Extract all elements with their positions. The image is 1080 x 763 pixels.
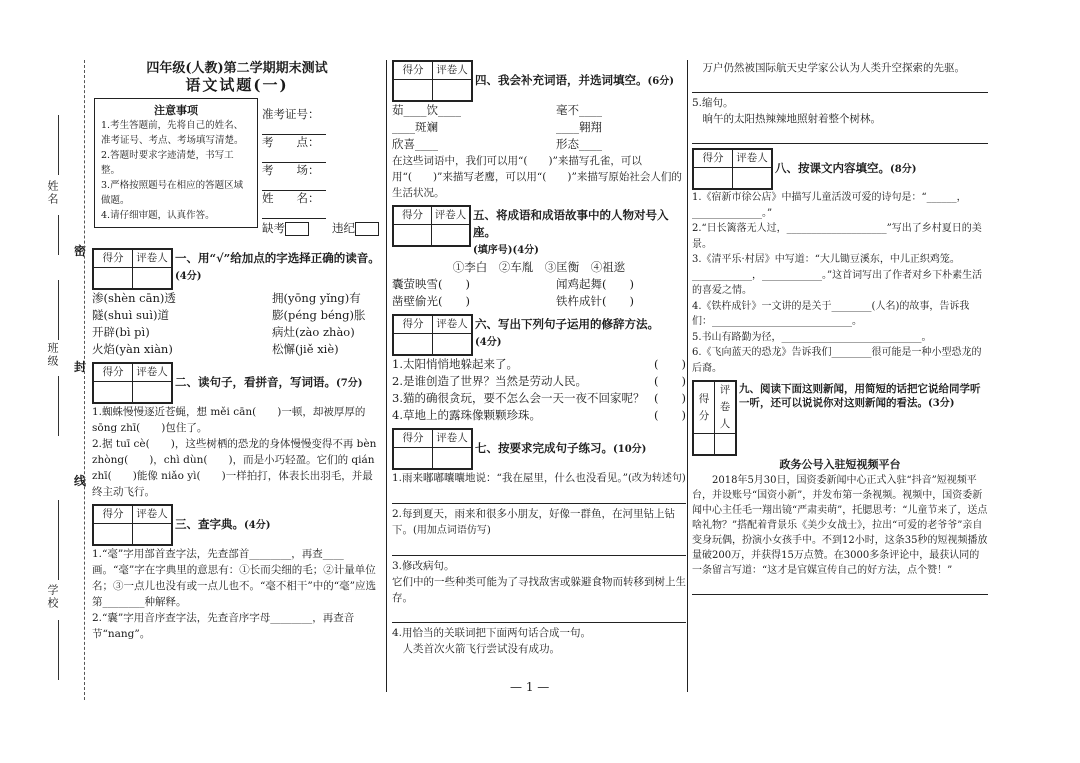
grader-cell[interactable] [133, 382, 172, 403]
s1-item[interactable]: 拥(yōng yǐng)有 [272, 291, 361, 305]
s7-q4-cont: 万户仍然被国际航天史学家公认为人类升空探索的先驱。 [702, 62, 965, 74]
s4-word[interactable]: ____翱翔 [556, 120, 602, 134]
s7-q4-text: 人类首次火箭飞行尝试没有成功。 [402, 643, 560, 655]
s8-item: 1.《宿新市徐公店》中描写儿童活泼可爱的诗句是：“______，______________。” [692, 192, 967, 219]
s6-answer[interactable]: ( ) [654, 408, 686, 422]
s1-item[interactable]: 开辟(bì pì) [92, 325, 150, 339]
score-label: 得分 [94, 250, 133, 268]
section-6-title: 六、写出下列句子运用的修辞方法。 [475, 317, 659, 331]
s7-q2-note: (用加点词语仿写) [413, 525, 491, 536]
section-5-score: (4分) [512, 245, 539, 256]
section-7-title: 七、按要求完成句子练习。 [475, 441, 613, 455]
exam-subtitle: 语文试题(一) [185, 76, 289, 94]
s8-item: 4.《铁杵成针》一文讲的是关于________(人名)的故事，告诉我们：____________________________。 [692, 300, 970, 327]
field-name-label: 姓 名： [262, 191, 320, 205]
score-cell[interactable] [694, 434, 715, 455]
grader-label: 评卷人 [733, 150, 772, 168]
column-divider [386, 60, 387, 692]
s1-item[interactable]: 松懈(jiě xiè) [272, 342, 339, 356]
s5-item[interactable]: 凿壁偷光( ) [392, 294, 470, 308]
s7-q4: 4.用恰当的关联词把下面两句话合成一句。 [392, 627, 592, 639]
section-8-header [692, 148, 988, 190]
notice-box [94, 98, 258, 228]
section-4-title: 四、我会补充词语，并选词填空。 [475, 73, 648, 87]
s6-answer[interactable]: ( ) [654, 357, 686, 371]
score-box [692, 380, 737, 456]
news-title: 政务公号入驻短视频平台 [779, 458, 901, 471]
column-1 [92, 60, 382, 642]
notice-item: 4.请仔细审题，认真作答。 [101, 210, 215, 221]
binding-line [58, 215, 59, 255]
s4-word[interactable]: ____斑斓 [392, 120, 438, 134]
notice-title: 注意事项 [154, 104, 198, 117]
s7-q3-text: 它们中的一些种类可能为了寻找敌害或躲避食物而转移到树上生存。 [392, 576, 686, 604]
s5-item[interactable]: 闻鸡起舞( ) [556, 277, 634, 291]
grader-label: 评卷人 [433, 430, 472, 448]
score-cell[interactable] [394, 448, 433, 469]
notice-item: 1.考生答题前，先将自己的姓名、准考证号、考点、考场填写清楚。 [101, 120, 244, 146]
s1-item[interactable]: 病灶(zào zhào) [272, 325, 355, 339]
s5-row [392, 293, 686, 310]
s6-item: 3.猫的确很贪玩，要不怎么会一天一夜不回家呢？ [392, 391, 645, 405]
s1-item[interactable]: 火焰(yàn xiàn) [92, 342, 173, 356]
field-room-label: 考 场： [262, 163, 320, 177]
answer-line[interactable] [392, 608, 686, 623]
s6-row [392, 373, 686, 390]
s6-row [392, 356, 686, 373]
score-box [392, 60, 473, 102]
column-2 [392, 60, 686, 657]
section-8-score: (8分) [890, 164, 917, 175]
section-2-score: (7分) [336, 378, 363, 389]
grader-cell[interactable] [133, 268, 172, 289]
section-3-title: 三、查字典。 [175, 517, 244, 531]
section-7-header [392, 428, 686, 470]
score-label: 得分 [394, 62, 433, 80]
s6-row [392, 390, 686, 407]
violation-label: 违纪 [332, 221, 355, 235]
score-label: 得分 [94, 364, 133, 382]
s7-q5: 5.缩句。 [692, 97, 734, 109]
score-box [392, 314, 473, 356]
binding-char-feng: 封 [74, 360, 87, 374]
s5-item[interactable]: 囊萤映雪( ) [392, 277, 470, 291]
binding-label-class: 班级 [46, 342, 59, 368]
s4-word[interactable]: 毫不____ [556, 103, 602, 117]
score-label: 得分 [394, 430, 433, 448]
score-label: 得分 [694, 382, 715, 434]
s5-people: ①李白 ②车胤 ③匡衡 ④祖逖 [452, 260, 626, 274]
grader-label: 评卷人 [133, 506, 172, 524]
s4-row [392, 102, 686, 119]
binding-label-school: 学校 [46, 584, 59, 610]
column-3 [692, 60, 988, 597]
section-2-title: 二、读句子，看拼音，写词语。 [175, 375, 336, 389]
section-1-header [92, 248, 382, 290]
score-cell[interactable] [694, 168, 733, 189]
s1-row [92, 307, 382, 324]
s4-text: 在这些词语中，我们可以用“( )”来描写孔雀，可以用“( )”来描写老鹰，可以用“( )”来描写原始社会人们的生活状况。 [392, 155, 682, 199]
s1-row [92, 324, 382, 341]
score-box [392, 205, 471, 247]
s2-q1: 1.蜘蛛慢慢逐近苍蝇，想 měi cān( )一顿，却被厚厚的 sōng zhī( )包住了。 [92, 406, 366, 434]
page-number: — 1 — [510, 680, 550, 694]
absent-label: 缺考 [262, 221, 285, 235]
news-body: 2018年5月30日，国资委新闻中心正式入驻“抖音”短视频平台，并设账号“国资小新”，并发布第一条视频。视频中，国资委新闻中心主任毛一翔出镜“严肃卖萌”，托腮思考：“儿童节来了，送点啥礼物？”搭配着背景乐《美少女战士》，拉出“可爱的老爷爷”亲自变身玩偶，扮演小女孩手中。不到12小时，这条35秒的短视频播放量破200万，并获得15万点赞。在3000多条评论中，最获认同的一条留言写道：“这才是官媒宣传自己的好方法，点个赞！” [692, 475, 988, 576]
section-8-title: 八、按课文内容填空。 [775, 161, 890, 175]
s7-q3: 3.修改病句。 [392, 560, 455, 572]
binding-strip [0, 0, 90, 763]
s8-item: 2.“日长篱落无人过，____________________”写出了乡村夏日的美景。 [692, 223, 982, 250]
binding-line [58, 115, 59, 175]
section-6-header [392, 314, 686, 356]
score-box [92, 248, 173, 290]
s6-answer[interactable]: ( ) [654, 391, 686, 405]
section-9-header [692, 380, 988, 456]
s7-q2-text: 2.每到夏天，雨来和很多小朋友，好像一群鱼，在河里钻上钻下。 [392, 508, 676, 536]
score-box [692, 148, 773, 190]
section-1-title: 一、用“√”给加点的字选择正确的读音。 [175, 251, 380, 265]
s4-word[interactable]: 欣喜____ [392, 137, 438, 151]
binding-line [58, 620, 59, 680]
answer-line[interactable] [692, 580, 988, 595]
grader-label: 评卷人 [715, 382, 736, 434]
section-4-score: (6分) [647, 76, 674, 87]
s2-q2: 2.据 tuī cè( )，这些树栖的恐龙的身体慢慢变得不再 bèn zhòng( )，chì dùn( )，而是小巧轻盈。它们的 qián zhī( )能像 niǎo yì( )一样拍打，体表长出羽毛，并最终主动飞行。 [92, 438, 377, 498]
s6-item: 4.草地上的露珠像颗颗珍珠。 [392, 408, 541, 422]
section-2-header [92, 362, 382, 404]
binding-line [58, 280, 59, 340]
grader-label: 评卷人 [433, 62, 472, 80]
grader-cell[interactable] [433, 448, 472, 469]
s8-item: 6.《飞向蓝天的恐龙》告诉我们________很可能是一种小型恐龙的后裔。 [692, 347, 982, 374]
notice-item: 2.答题时要求字迹清楚，书写工整。 [101, 150, 234, 176]
score-label: 得分 [694, 150, 733, 168]
s8-item: 3.《清平乐·村居》中写道：“大儿锄豆溪东，中儿正织鸡笼。____________，____________。”这首词写出了作者对乡下朴素生活的喜爱之情。 [692, 254, 983, 296]
section-3-score: (4分) [244, 520, 271, 531]
grader-label: 评卷人 [432, 207, 470, 225]
s5-item[interactable]: 铁杵成针( ) [556, 294, 634, 308]
s4-word[interactable]: 形态____ [556, 137, 602, 151]
section-5-title: 五、将成语和成语故事中的人物对号入座。 [473, 208, 669, 239]
column-divider [687, 60, 688, 692]
score-box [392, 428, 473, 470]
section-4-header [392, 60, 686, 102]
s1-item[interactable]: 隧(shuì suì)道 [92, 308, 170, 322]
answer-line[interactable] [692, 78, 988, 93]
field-absent [262, 220, 309, 237]
section-3-header [92, 504, 382, 546]
s7-q5-text: 晌午的太阳热辣辣地照射着整个树林。 [702, 113, 881, 125]
s7-q1-text: 1.雨来嘟嘟囔囔地说：“我在屋里，什么也没看见。” [392, 472, 629, 484]
score-cell[interactable] [394, 80, 433, 101]
field-violation [332, 220, 379, 237]
grader-cell[interactable] [133, 524, 172, 545]
absent-checkbox[interactable] [285, 222, 309, 236]
s4-word[interactable]: 茹____饮____ [392, 103, 461, 117]
violation-checkbox[interactable] [355, 222, 379, 236]
score-label: 得分 [394, 316, 433, 334]
section-7-score: (10分) [613, 444, 647, 455]
s1-row [92, 290, 382, 307]
grader-label: 评卷人 [133, 250, 172, 268]
score-label: 得分 [394, 207, 432, 225]
grader-cell[interactable] [715, 434, 736, 455]
score-cell[interactable] [394, 334, 433, 355]
score-cell[interactable] [94, 382, 133, 403]
grader-cell[interactable] [432, 225, 470, 246]
s4-row [392, 119, 686, 136]
score-label: 得分 [94, 506, 133, 524]
section-6-score: (4分) [475, 337, 502, 348]
grader-label: 评卷人 [133, 364, 172, 382]
answer-line[interactable] [692, 129, 988, 144]
s5-row [392, 276, 686, 293]
answer-line[interactable] [392, 541, 686, 556]
binding-line [58, 500, 59, 580]
score-cell[interactable] [394, 225, 432, 246]
notice-item: 3.严格按照题号在相应的答题区域做题。 [101, 180, 244, 206]
seal-line [84, 60, 85, 700]
s1-item[interactable]: 膨(péng béng)胀 [272, 308, 366, 322]
field-venue-label: 考 点： [262, 135, 320, 149]
name-input[interactable] [262, 218, 326, 219]
s6-item: 2.是谁创造了世界？当然是劳动人民。 [392, 374, 587, 388]
section-9-title: 九、阅读下面这则新闻，用简短的话把它说给同学听一听，还可以说说你对这则新闻的看法。 [739, 383, 981, 409]
s7-q2 [392, 506, 686, 539]
s8-item: 5.书山有路勤为径，____________________________。 [692, 331, 932, 343]
score-cell[interactable] [94, 524, 133, 545]
binding-line [58, 376, 59, 436]
s6-row [392, 407, 686, 424]
s1-row [92, 341, 382, 358]
news-article [692, 456, 988, 578]
exam-title: 四年级(人教)第二学期期末测试 [146, 61, 328, 76]
score-box [92, 504, 173, 546]
s3-q1: 1.“毫”字用部首查字法，先查部首________，再查____画。“毫”字在字典里的意思有：①长而尖细的毛；②计量单位名；③一点儿也没有或一点儿也不。“毫不相干”中的“毫”应选第________种解释。 [92, 548, 376, 608]
s1-item[interactable]: 渗(shèn cān)透 [92, 291, 176, 305]
s4-row [392, 136, 686, 153]
grader-cell[interactable] [433, 80, 472, 101]
s7-q1-note: (改为转述句) [628, 473, 686, 484]
s7-q1 [392, 470, 686, 487]
score-box [92, 362, 173, 404]
score-cell[interactable] [94, 268, 133, 289]
binding-label-name: 姓名 [46, 180, 59, 206]
section-1-score: (4分) [175, 271, 202, 282]
section-5-header [392, 205, 686, 259]
binding-char-xian: 线 [74, 474, 87, 488]
field-name [262, 190, 382, 224]
s6-answer[interactable]: ( ) [654, 374, 686, 388]
answer-line[interactable] [392, 489, 686, 504]
binding-char-mi: 密 [74, 244, 87, 258]
field-exam-id-label: 准考证号： [262, 107, 320, 121]
section-9-score: (3分) [928, 398, 955, 409]
grader-label: 评卷人 [433, 316, 472, 334]
grader-cell[interactable] [733, 168, 772, 189]
s3-q2: 2.“囊”字用音序查字法，先查音序字母________，再查音节“nang”。 [92, 612, 355, 640]
grader-cell[interactable] [433, 334, 472, 355]
s6-item: 1.太阳悄悄地躲起来了。 [392, 357, 518, 371]
section-5-note: (填序号) [473, 245, 513, 256]
